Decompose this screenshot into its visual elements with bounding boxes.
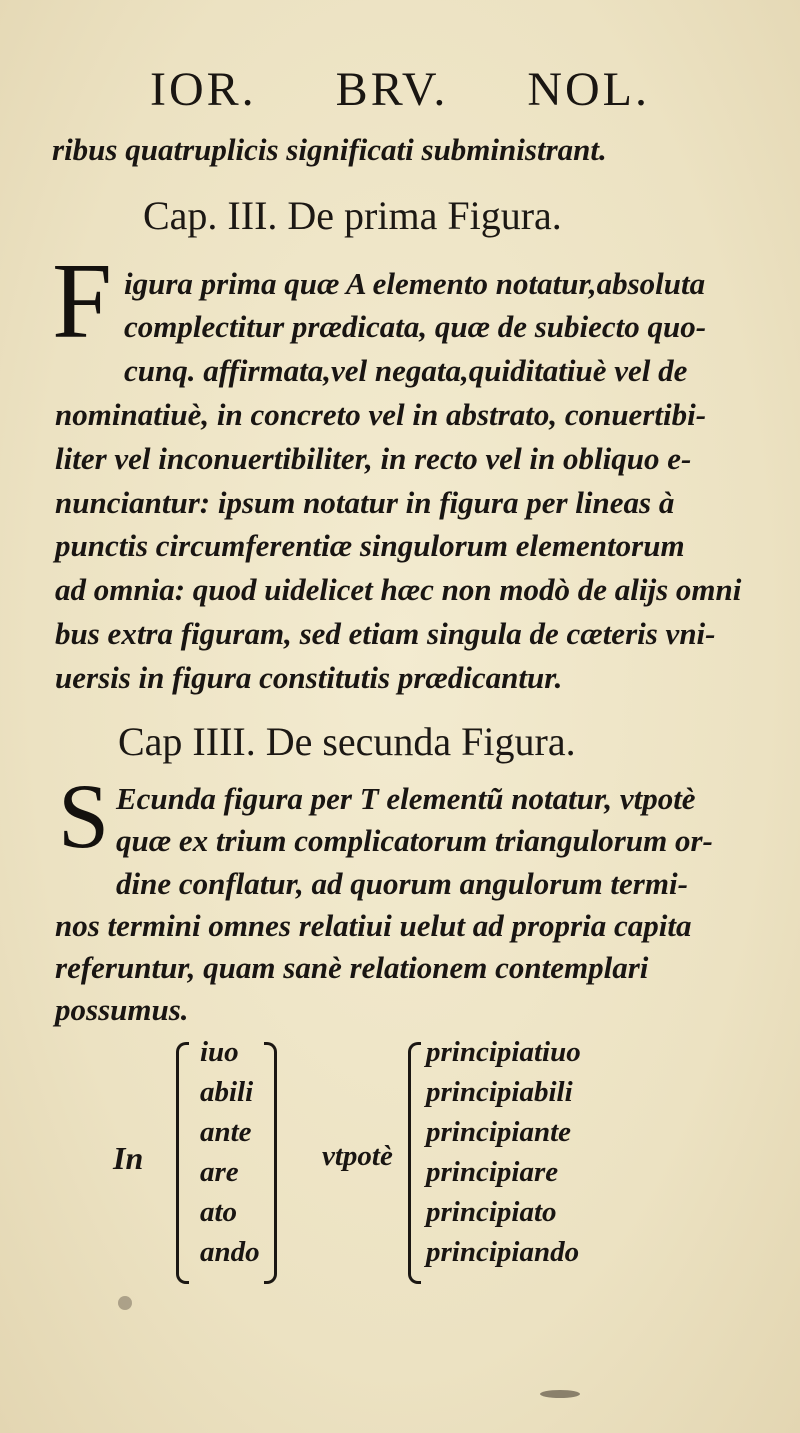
text-line: quæ ex trium complicatorum triangulorum or- <box>116 823 713 858</box>
ending: ando <box>200 1236 260 1268</box>
header-left: IOR. <box>150 63 257 116</box>
running-header <box>150 62 650 117</box>
text-line: nominatiuè, in concreto vel in abstrato, conuertibi- <box>55 397 707 432</box>
right-brace <box>408 1042 421 1284</box>
derived-word: principiatiuo <box>426 1036 581 1068</box>
drop-cap-s: S <box>58 765 110 867</box>
left-brace-open <box>176 1042 189 1284</box>
ending: ato <box>200 1196 238 1228</box>
derived-word: principiante <box>426 1116 572 1148</box>
text-line: Ecunda figura per T elementũ notatur, vtpotè <box>116 781 696 816</box>
text-line: bus extra figuram, sed etiam singula de cæteris vni- <box>55 616 716 651</box>
ending: abili <box>200 1076 254 1108</box>
text-line: cunq. affirmata,vel negata,quiditatiuè vel de <box>124 353 688 388</box>
text-line: ad omnia: quod uidelicet hæc non modò de alijs omni <box>55 572 742 607</box>
text-line: possumus. <box>55 992 189 1027</box>
ending: ante <box>200 1116 252 1148</box>
ink-blot <box>118 1296 132 1310</box>
text-line: punctis circumferentiæ singulorum elementorum <box>55 528 685 563</box>
derived-word: principiando <box>426 1236 580 1268</box>
drop-cap-f: F <box>52 242 113 361</box>
text-line: complectitur prædicata, quæ de subiecto quo- <box>124 309 707 344</box>
derived-word: principiare <box>426 1156 559 1188</box>
text-line: uersis in figura constitutis prædicantur. <box>55 660 563 695</box>
table-connector: vtpotè <box>322 1140 393 1172</box>
text-line: liter vel inconuertibiliter, in recto vel in obliquo e- <box>55 441 692 476</box>
header-middle: BRV. <box>335 63 449 116</box>
text-line: nunciantur: ipsum notatur in figura per lineas à <box>55 485 675 520</box>
intro-line: ribus quatruplicis significati subministrant. <box>52 132 607 167</box>
text-line: igura prima quæ A elemento notatur,absoluta <box>124 266 706 301</box>
chapter-heading-4: Cap IIII. De secunda Figura. <box>118 719 576 764</box>
header-right: NOL. <box>527 63 650 116</box>
table-lead: In <box>113 1140 144 1176</box>
chapter-heading-3: Cap. III. De prima Figura. <box>143 193 562 238</box>
left-brace-close <box>264 1042 277 1284</box>
text-line: dine conflatur, ad quorum angulorum termi- <box>116 866 688 901</box>
text-line: referuntur, quam sanè relationem contemplari <box>55 950 649 985</box>
ending: iuo <box>200 1036 239 1068</box>
derived-word: principiabili <box>426 1076 573 1108</box>
ink-blot <box>540 1390 580 1398</box>
text-line: nos termini omnes relatiui uelut ad propria capita <box>55 908 692 943</box>
ending: are <box>200 1156 239 1188</box>
derived-word: principiato <box>426 1196 557 1228</box>
